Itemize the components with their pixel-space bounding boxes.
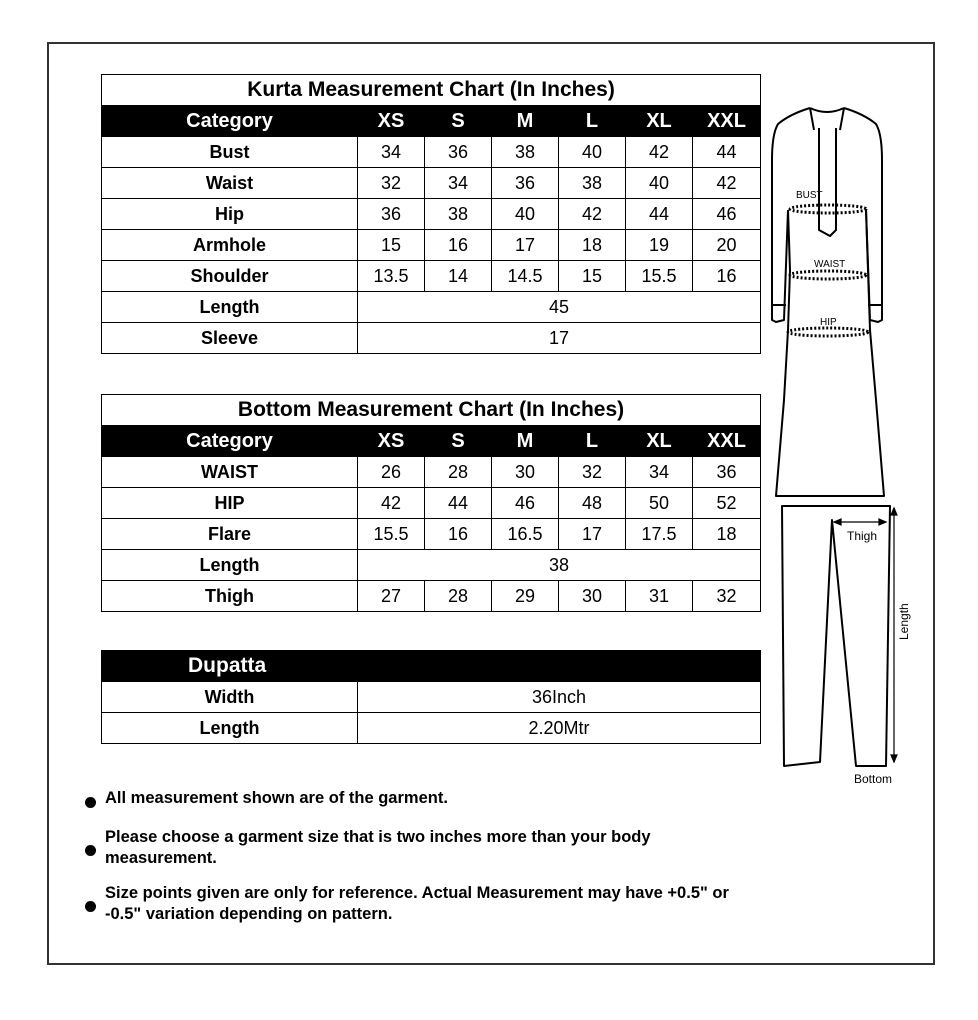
header-xxl: XXL	[693, 426, 761, 457]
kurta-header-row	[102, 106, 761, 137]
cell-value: 30	[492, 457, 559, 488]
row-label: Length	[102, 550, 358, 581]
table-row-waist	[102, 168, 761, 199]
cell-value: 17	[358, 323, 761, 354]
cell-value: 32	[559, 457, 626, 488]
note-text: Size points given are only for reference. Actual Measurement may have +0.5" or -0.5" variation depending on pattern.	[105, 884, 729, 923]
cell-value: 36	[492, 168, 559, 199]
table-row-flare	[102, 519, 761, 550]
row-label: Flare	[102, 519, 358, 550]
cell-value: 20	[693, 230, 761, 261]
cell-value: 40	[492, 199, 559, 230]
kurta-illustration	[770, 100, 890, 500]
table-row-length	[102, 550, 761, 581]
header-xs: XS	[358, 106, 425, 137]
header-xl: XL	[626, 426, 693, 457]
cell-value: 2.20Mtr	[358, 713, 761, 744]
cell-value: 42	[626, 137, 693, 168]
cell-value: 14.5	[492, 261, 559, 292]
header-m: M	[492, 426, 559, 457]
row-label: HIP	[102, 488, 358, 519]
header-l: L	[559, 106, 626, 137]
cell-value: 15.5	[358, 519, 425, 550]
cell-value: 36Inch	[358, 682, 761, 713]
row-label: Length	[102, 713, 358, 744]
bullet-icon	[85, 797, 96, 808]
cell-value: 34	[425, 168, 492, 199]
cell-value: 44	[626, 199, 693, 230]
cell-value: 17.5	[626, 519, 693, 550]
cell-value: 16	[425, 230, 492, 261]
header-s: S	[425, 106, 492, 137]
row-label: WAIST	[102, 457, 358, 488]
row-label: Thigh	[102, 581, 358, 612]
row-label: Sleeve	[102, 323, 358, 354]
cell-value: 16	[693, 261, 761, 292]
cell-value: 52	[693, 488, 761, 519]
cell-value: 28	[425, 581, 492, 612]
cell-value: 31	[626, 581, 693, 612]
thigh-label: Thigh	[847, 529, 878, 543]
cell-value: 16	[425, 519, 492, 550]
kurta-outline-icon	[772, 108, 884, 496]
bottom-header-row	[102, 426, 761, 457]
waist-measure-line	[790, 271, 866, 279]
kurta-measurement-table	[101, 74, 761, 354]
bottom-table-title: Bottom Measurement Chart (In Inches)	[102, 395, 761, 426]
table-row-bust	[102, 137, 761, 168]
cell-value: 42	[358, 488, 425, 519]
header-m: M	[492, 106, 559, 137]
table-row-waist	[102, 457, 761, 488]
bottom-measurement-table	[101, 394, 761, 612]
header-category: Category	[102, 426, 358, 457]
table-row-hip	[102, 199, 761, 230]
waist-label: WAIST	[814, 259, 846, 270]
cell-value: 32	[693, 581, 761, 612]
cell-value: 27	[358, 581, 425, 612]
cell-value: 38	[358, 550, 761, 581]
cell-value: 16.5	[492, 519, 559, 550]
cell-value: 46	[492, 488, 559, 519]
table-row-armhole	[102, 230, 761, 261]
cell-value: 17	[559, 519, 626, 550]
row-label: Length	[102, 292, 358, 323]
cell-value: 44	[425, 488, 492, 519]
table-row-hip	[102, 488, 761, 519]
cell-value: 46	[693, 199, 761, 230]
thigh-arrow-icon	[834, 519, 886, 525]
cell-value: 15.5	[626, 261, 693, 292]
cell-value: 38	[559, 168, 626, 199]
cell-value: 38	[425, 199, 492, 230]
note-item	[85, 883, 745, 925]
row-label: Armhole	[102, 230, 358, 261]
header-xs: XS	[358, 426, 425, 457]
bottom-label: Bottom	[854, 772, 893, 786]
pants-outline-icon	[782, 506, 890, 766]
notes-list	[85, 788, 745, 939]
table-row-shoulder	[102, 261, 761, 292]
cell-value: 14	[425, 261, 492, 292]
cell-value: 28	[425, 457, 492, 488]
note-item	[85, 788, 745, 809]
row-label: Width	[102, 682, 358, 713]
hip-measure-line	[788, 328, 868, 336]
cell-value: 36	[425, 137, 492, 168]
bottom-illustration	[778, 500, 918, 790]
header-s: S	[425, 426, 492, 457]
cell-value: 38	[492, 137, 559, 168]
note-text: All measurement shown are of the garment.	[105, 789, 448, 807]
cell-value: 44	[693, 137, 761, 168]
cell-value: 17	[492, 230, 559, 261]
cell-value: 26	[358, 457, 425, 488]
cell-value: 36	[693, 457, 761, 488]
header-l: L	[559, 426, 626, 457]
cell-value: 34	[358, 137, 425, 168]
cell-value: 50	[626, 488, 693, 519]
cell-value: 40	[626, 168, 693, 199]
cell-value: 18	[693, 519, 761, 550]
table-row-width	[102, 682, 761, 713]
row-label: Waist	[102, 168, 358, 199]
cell-value: 29	[492, 581, 559, 612]
header-category: Category	[102, 106, 358, 137]
cell-value: 30	[559, 581, 626, 612]
hip-label: HIP	[820, 317, 837, 328]
cell-value: 42	[559, 199, 626, 230]
cell-value: 15	[358, 230, 425, 261]
table-row-sleeve	[102, 323, 761, 354]
note-text: Please choose a garment size that is two inches more than your body measurement.	[105, 828, 651, 867]
table-row-length	[102, 292, 761, 323]
table-row-length	[102, 713, 761, 744]
header-xl: XL	[626, 106, 693, 137]
cell-value: 19	[626, 230, 693, 261]
cell-value: 34	[626, 457, 693, 488]
cell-value: 13.5	[358, 261, 425, 292]
cell-value: 15	[559, 261, 626, 292]
cell-value: 48	[559, 488, 626, 519]
table-row-thigh	[102, 581, 761, 612]
dupatta-table	[101, 650, 761, 744]
cell-value: 40	[559, 137, 626, 168]
row-label: Bust	[102, 137, 358, 168]
bust-label: BUST	[796, 190, 823, 201]
bust-measure-line	[790, 205, 866, 213]
cell-value: 42	[693, 168, 761, 199]
length-label: Length	[897, 603, 911, 640]
header-xxl: XXL	[693, 106, 761, 137]
dupatta-title: Dupatta	[102, 651, 761, 682]
row-label: Hip	[102, 199, 358, 230]
row-label: Shoulder	[102, 261, 358, 292]
cell-value: 18	[559, 230, 626, 261]
cell-value: 32	[358, 168, 425, 199]
bullet-icon	[85, 901, 96, 912]
kurta-table-title: Kurta Measurement Chart (In Inches)	[102, 75, 761, 106]
cell-value: 36	[358, 199, 425, 230]
bullet-icon	[85, 845, 96, 856]
note-item	[85, 827, 745, 869]
cell-value: 45	[358, 292, 761, 323]
